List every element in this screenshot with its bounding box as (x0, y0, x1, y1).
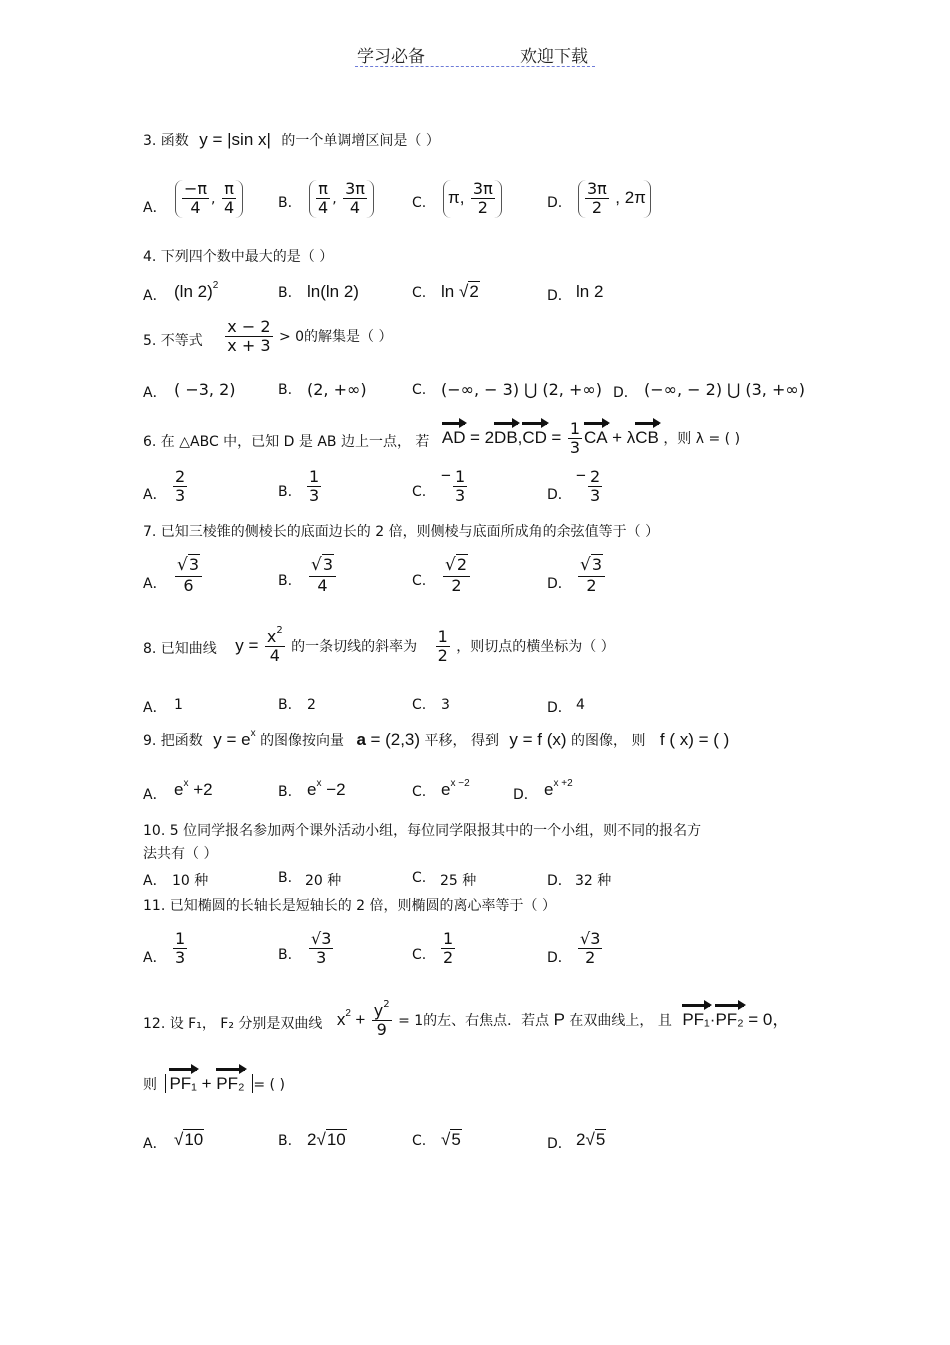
q8-option-b: 2 (307, 697, 316, 713)
q4-option-d: ln 2 (576, 282, 604, 301)
q8-options (143, 697, 843, 719)
q8-stem: 8. 已知曲线 y = $\frac{x^2}{4}$ 的一条切线的斜率为 $\frac{1}{2}$ ，则切点的横坐标为（ ） (143, 625, 615, 666)
q5-label-b: B. (278, 382, 293, 398)
q12-stem-line2: 则 PF₁ + PF₂ = ( ) (143, 1074, 285, 1093)
q10-options (143, 870, 843, 892)
q8-stem-post: ，则切点的横坐标为（ ） (456, 638, 615, 655)
q12-vector-pf1-sum: PF₁ (169, 1074, 197, 1093)
q9-label-a: A． (143, 787, 167, 803)
q4-options (143, 282, 843, 306)
q8-option-d: 4 (576, 697, 585, 713)
q9-option-c: $e^{x -2}$ (441, 778, 470, 799)
q10-label-b: B. (278, 870, 293, 886)
q6-stem-post: ，则 λ = ( ) (663, 430, 741, 447)
q6-label-c: C. (412, 484, 427, 500)
q12-vector-pf2-sum: PF₂ (216, 1074, 245, 1093)
q6-vector-cd: CD (522, 427, 547, 447)
q4-option-b: ln(ln 2) (307, 282, 359, 301)
q7-label-c: C. (412, 573, 427, 589)
q11-label-a: A． (143, 950, 167, 966)
q12-label-c: C. (412, 1133, 427, 1149)
q6-label-d: D． (547, 487, 572, 503)
q3-options (143, 180, 843, 230)
q12-label-d: D． (547, 1136, 572, 1152)
q3-option-d: $\frac{3\pi}{2}$ , 2π (578, 180, 651, 218)
q11-label-d: D． (547, 950, 572, 966)
q6-label-a: A． (143, 487, 167, 503)
q10-option-d: 32 种 (575, 873, 612, 889)
q7-option-b: $\frac{√3}{4}$ (309, 556, 336, 595)
q11-label-b: B. (278, 947, 293, 963)
q11-option-b: $\frac{√3}{3}$ (311, 929, 332, 968)
q12-option-b: 2√10 (307, 1130, 346, 1149)
q12-vector-pf2: PF₂ (715, 1009, 744, 1029)
q3-option-a: $\frac{-\pi}{4}$ , $\frac{\pi}{4}$ (175, 180, 243, 218)
q5-options (143, 380, 843, 404)
q12-options (143, 1130, 843, 1156)
q3-label-b: B. (278, 195, 293, 211)
q9-option-d: $e^{x +2}$ (544, 778, 573, 799)
q8-label-b: B. (278, 697, 293, 713)
q9-label-b: B. (278, 784, 293, 800)
q9-vector-a: a (356, 730, 366, 749)
q11-option-a: $\frac{1}{3}$ (175, 929, 186, 968)
q12-stem: 12. 设 F₁， F₂ 分别是双曲线 $x^2$ + $\frac{y^2}{9}$ = 1的左、右焦点．若点 P 在双曲线上， 且 PF₁·PF₂ = 0， (143, 999, 790, 1040)
q12-vector-pf1: PF₁ (682, 1009, 710, 1029)
q10-label-c: C. (412, 870, 427, 886)
q4-label-b: B. (278, 285, 293, 301)
q5-stem-post: > 0的解集是（ ） (278, 328, 393, 345)
q5-stem: 5. 不等式 $\frac{x - 2}{x + 3}$ > 0的解集是（ ） (143, 317, 393, 356)
q8-stem-pre: 8. 已知曲线 (143, 640, 217, 657)
q10-option-b: 20 种 (305, 873, 342, 889)
q10-stem-line2: 法共有（ ） (143, 846, 218, 862)
q7-option-d: $\frac{√3}{2}$ (578, 556, 605, 595)
q6-vector-cb: CB (635, 427, 659, 447)
q12-option-c: √5 (441, 1130, 461, 1149)
q3-stem (143, 130, 440, 150)
q6-stem-pre: 6. 在 △ABC 中，已知 D 是 AB 边上一点， 若 (143, 433, 430, 450)
q6-vector-ad: AD (441, 427, 466, 447)
q7-label-a: A． (143, 576, 167, 592)
q6-option-d: − $\frac{2}{3}$ (576, 465, 601, 506)
page-header (355, 38, 595, 67)
q6-options (143, 465, 843, 518)
q11-label-c: C. (412, 947, 427, 963)
q9-options (143, 780, 843, 806)
q4-option-a: (ln 2)$^2$ (174, 280, 219, 301)
q4-option-c: ln √2 (441, 282, 479, 301)
q5-option-c: (−∞, − 3) ⋃ (2, +∞) (441, 380, 602, 399)
q8-label-c: C. (412, 697, 427, 713)
q5-option-d: (−∞, − 2) ⋃ (3, +∞) (644, 380, 805, 399)
q3-stem-pre: 3. 函数 (143, 133, 189, 149)
q6-option-b: $\frac{1}{3}$ (309, 467, 320, 506)
q8-label-a: A． (143, 700, 167, 716)
q12-option-d: 2√5 (576, 1130, 606, 1149)
q4-label-d: D． (547, 288, 572, 304)
header-left: 学习必备 (357, 47, 425, 67)
q3-option-b: $\frac{\pi}{4}$ , $\frac{3\pi}{4}$ (309, 180, 374, 218)
q9-stem: 9. 把函数 $y = e^x$ 的图像按向量 a = (2,3) 平移， 得到 y = f (x) 的图像， 则 f ( x) = ( ) (143, 728, 730, 749)
q6-option-c: − $\frac{1}{3}$ (441, 465, 466, 506)
q10-stem-line1: 10. 5 位同学报名参加两个课外活动小组，每位同学限报其中的一个小组，则不同的报名方 (143, 823, 702, 839)
q4-label-a: A． (143, 288, 167, 304)
header-right: 欢迎下载 (520, 47, 588, 67)
q8-option-c: 3 (441, 697, 450, 713)
q5-option-a: ( −3, 2) (174, 380, 236, 399)
q6-vector-ca: CA (584, 427, 608, 447)
q11-options (143, 930, 843, 980)
q6-vector-db: DB (494, 427, 518, 447)
q5-label-d: D． (613, 385, 638, 401)
q3-func: y = |sin x| (199, 130, 271, 149)
q8-label-d: D． (547, 700, 572, 716)
q12-option-a: √10 (174, 1130, 204, 1149)
q7-label-b: B. (278, 573, 293, 589)
q6-stem: 6. 在 △ABC 中，已知 D 是 AB 边上一点， 若 AD = 2DB,CD = $\frac{1}{3}$ CA + λCB ，则 λ = ( ) (143, 419, 741, 458)
q12-label-b: B. (278, 1133, 293, 1149)
q5-label-c: C. (412, 382, 427, 398)
q10-option-c: 25 种 (440, 873, 477, 889)
q8-option-a: 1 (174, 697, 183, 713)
q3-label-c: C. (412, 195, 427, 211)
q7-stem: 7. 已知三棱锥的侧棱长的底面边长的 2 倍，则侧棱与底面所成角的余弦值等于（ ） (143, 524, 660, 540)
q9-option-b: $e^x -2$ (307, 778, 346, 799)
q6-option-a: $\frac{2}{3}$ (175, 467, 186, 506)
q3-label-d: D. (547, 195, 563, 211)
q8-stem-mid: 的一条切线的斜率为 (291, 638, 418, 655)
q7-label-d: D． (547, 576, 572, 592)
q7-option-a: $\frac{√3}{6}$ (175, 556, 202, 595)
q10-option-a: 10 种 (172, 873, 209, 889)
q4-stem: 4. 下列四个数中最大的是（ ） (143, 249, 334, 265)
q4-label-c: C. (412, 285, 427, 301)
q11-stem: 11. 已知椭圆的长轴长是短轴长的 2 倍，则椭圆的离心率等于（ ） (143, 898, 556, 914)
q3-option-c: π, $\frac{3\pi}{2}$ (443, 180, 502, 218)
q5-stem-pre: 5. 不等式 (143, 332, 203, 349)
q10-label-a: A． (143, 873, 167, 889)
q9-label-d: D． (513, 787, 538, 803)
q3-stem-post: 的一个单调增区间是（ ） (281, 133, 440, 149)
q11-option-d: $\frac{√3}{2}$ (580, 929, 601, 968)
q7-options (143, 556, 843, 606)
q5-label-a: A． (143, 385, 167, 401)
q10-label-d: D． (547, 873, 572, 889)
q12-label-a: A． (143, 1136, 167, 1152)
q6-label-b: B. (278, 484, 293, 500)
q9-label-c: C. (412, 784, 427, 800)
q7-option-c: $\frac{√2}{2}$ (443, 556, 470, 595)
q5-option-b: (2, +∞) (307, 380, 367, 399)
q3-label-a: A． (143, 200, 167, 216)
q9-option-a: $e^x +2$ (174, 778, 213, 799)
q11-option-c: $\frac{1}{2}$ (443, 929, 454, 968)
